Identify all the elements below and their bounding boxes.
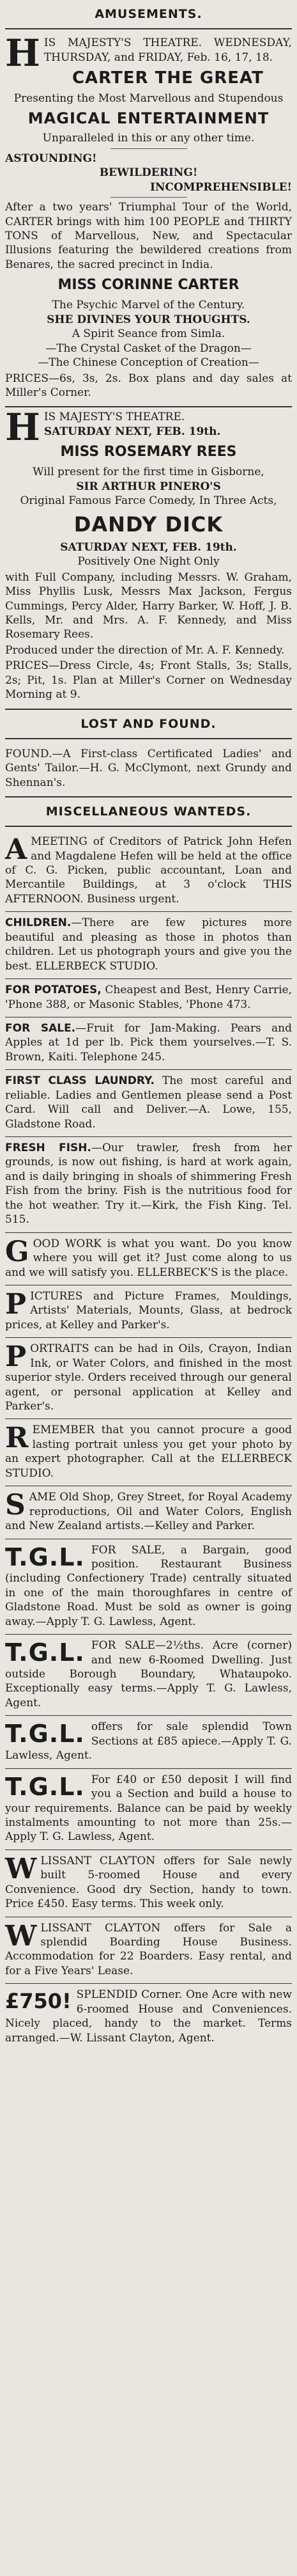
classified-ad (5, 979, 292, 1017)
dropcap-letter: G (5, 1235, 29, 1268)
classified-ad (5, 1486, 292, 1539)
original-line: Original Famous Farce Comedy, In Three Acts, (20, 494, 277, 508)
classified-ad (5, 912, 292, 979)
tgl-mark: T.G.L. (5, 1638, 85, 1667)
seance-line: A Spirit Seance from Simla. (72, 327, 225, 341)
ad-lead: CHILDREN. (5, 916, 72, 930)
ad-text: ICTURES and Picture Frames, Mouldings, Artists' Materials, Mounts, Glass, at bedrock prices, at Kelley and Parker's. (5, 1289, 292, 1331)
ad-text: OOD WORK is what you want. Do you know where you will get it? Just come along to us and we will satisfy you. ELLERBECK'S is the place. (5, 1237, 292, 1279)
price-mark: £750! (5, 1989, 72, 2014)
prices-line: PRICES—Dress Circle, 4s; Front Stalls, 3s; Stalls, 2s; Pit, 1s. Plan at Miller's Corner on Wednesday Morning at 9. (5, 659, 292, 702)
clayton-ad (5, 1850, 292, 1917)
classified-ad (5, 1070, 292, 1137)
dropcap-letter: H (5, 31, 40, 75)
tgl-ad (5, 1769, 292, 1850)
dropcap-letter: A (5, 833, 27, 867)
ad-text: LISSANT CLAYTON offers for Sale newly built 5-roomed House and every Convenience. Good dry Section, handy to town. Price £450. Easy terms. This week only. (5, 1854, 292, 1911)
ad-text: The most careful and reliable. Ladies and Gentlemen please send a Post Card. Will call and Deliver.—A. Lowe, 155, Gladstone Road. (5, 1074, 292, 1131)
dropcap-letter: S (5, 1489, 26, 1522)
ad-text: —There are few pictures more beautiful and pleasing as those in photos than children. Let us photograph yours and give you the best. ELLERBECK STUDIO. (5, 916, 292, 973)
ad-text: AME Old Shop, Grey Street, for Royal Academy reproductions, Oil and Water Colors, English and New Zealand artists.—Kelley and Parker. (5, 1491, 292, 1533)
classified-ad (5, 831, 292, 912)
tgl-ad (5, 1716, 292, 1768)
saturday-line-2: SATURDAY NEXT, FEB. 19th. (60, 540, 237, 554)
ad-text: FOR SALE, a Bargain, good position. Restaurant Business (including Confectionery Trade) centrally situated in one of the main thoroughfares in centre of Gladstone Road. Must be sold as owner is going away.—Apply T. G. Lawless, Agent. (5, 1543, 292, 1628)
tour-description: After a two years' Triumphal Tour of the World, CARTER brings with him 100 PEOPLE and THIRTY TONS of Marvellous, New, and Spectacular Illusions featuring the bewildered creations from Benares, the sacred precinct in India. (5, 201, 292, 271)
performer-name: MISS ROSEMARY REES (60, 444, 237, 460)
classified-ad (5, 1017, 292, 1070)
theatre-line (5, 405, 292, 450)
ad-text: ORTRAITS can be had in Oils, Crayon, Indian Ink, or Water Colors, and finished in the most superior style. Orders received through our general agent, or personal application at Kelley and Parker's. (5, 1342, 292, 1413)
ad-text: EMEMBER that you cannot procure a good lasting portrait unless you get your photo by an expert photographer. Call at the ELLERBECK STUDIO. (5, 1424, 292, 1480)
divines-line: SHE DIVINES YOUR THOUGHTS. (47, 313, 250, 326)
theatre-name: IS MAJESTY'S THEATRE. (43, 36, 202, 50)
ad-text: LISSANT CLAYTON offers for Sale a splendid Boarding House Business. Accommodation for 22 Boarders. Easy rental, and for a Five Years' Lease. (5, 1921, 292, 1977)
tgl-mark: T.G.L. (5, 1543, 85, 1571)
play-title: DANDY DICK (73, 512, 224, 537)
incomprehensible-line: INCOMPREHENSIBLE! (149, 180, 292, 194)
lost-found-ad (5, 743, 292, 797)
ad-lead: FIRST CLASS LAUNDRY. (5, 1074, 155, 1088)
tgl-mark: T.G.L. (5, 1720, 85, 1748)
present-line: Will present for the first time in Gisborne, (33, 466, 264, 479)
ad-text: For £40 or £50 deposit I will find you a Section and build a house to your requirements. Balance can be paid by weekly instalments amounting to not more than 25s.—Apply T. G. Lawless, Agent. (5, 1773, 292, 1844)
dropcap-letter: H (5, 405, 40, 450)
tgl-mark: T.G.L. (5, 1772, 85, 1801)
ad-lead: FOR SALE. (5, 1021, 76, 1035)
dropcap-letter: R (5, 1422, 29, 1455)
astounding-line: ASTOUNDING! (5, 152, 97, 165)
classified-ad (5, 1233, 292, 1285)
lost-found-heading: LOST AND FOUND. (5, 710, 292, 739)
clayton-ad (5, 1917, 292, 1984)
cast-list: with Full Company, including Messrs. W. Graham, Miss Phyllis Lusk, Messrs Max Jackson, Fergus Cummings, Percy Alder, Harry Barker, W. Hoff, J. B. Kells, Mr. and Mrs. A. F. Kennedy, and Miss Rosemary Rees. (5, 570, 292, 641)
divider (110, 148, 187, 149)
show-title: MAGICAL ENTERTAINMENT (27, 109, 270, 127)
dropcap-letter: P (5, 1287, 27, 1321)
ad-text: SPLENDID Corner. One Acre with new 6-roomed House and Conveniences. Nicely placed, handy to the market. Terms arranged.—W. Lissant Clayton, Agent. (5, 1988, 292, 2045)
tgl-ad (5, 1635, 292, 1716)
prices-line: PRICES—6s, 3s, 2s. Box plans and day sales at Miller's Corner. (5, 372, 292, 399)
dropcap-letter: P (5, 1340, 27, 1374)
ad-lead: FOR POTATOES, (5, 984, 102, 997)
ad-text: Cheapest and Best, Henry Carrie, 'Phone 388, or Masonic Stables, 'Phone 473. (5, 984, 292, 1011)
dropcap-letter: W (5, 1852, 37, 1885)
show-dates: WEDNESDAY, THURSDAY, and FRIDAY, Feb. 16, 17, 18. (43, 36, 293, 64)
misc-heading: MISCELLANEOUS WANTEDS. (5, 797, 292, 827)
classified-ad (5, 1419, 292, 1486)
ad-text: —Our trawler, fresh from her grounds, is now out fishing, is hard at work again, and is daily bringing in shoals of shimmering Fresh Fish from the briny. Fish is the nutritious food for the hot weather. Try it.—Kirk, the Fish King. Tel. 515. (5, 1142, 292, 1227)
ad-lead: FRESH FISH. (5, 1142, 91, 1155)
theatre-name: IS MAJESTY'S THEATRE. (43, 411, 185, 424)
casket-line: —The Crystal Casket of the Dragon— (45, 342, 252, 355)
presenting-line: Presenting the Most Marvellous and Stupendous (13, 92, 284, 106)
found-notice: FOUND.—A First-class Certificated Ladies' and Gents' Tailor.—H. G. McClymont, next Grundy and Shennan's. (5, 747, 292, 789)
producer-line: Produced under the direction of Mr. A. F. Kennedy. (5, 643, 285, 657)
classified-ad (5, 1338, 292, 1419)
author-line: SIR ARTHUR PINERO'S (76, 480, 221, 493)
dropcap-letter: W (5, 1919, 37, 1952)
ad-text: MEETING of Creditors of Patrick John Hefen and Magdalene Hefen will be held at the office of C. G. Picken, public accountant, Loan and Mercantile Buildings, at 3 o'clock THIS AFTERNOON. Business urgent. (5, 835, 292, 906)
carter-ad (5, 33, 292, 407)
psychic-line: The Psychic Marvel of the Century. (52, 299, 245, 312)
amusements-heading: AMUSEMENTS. (5, 0, 292, 29)
saturday-line: SATURDAY NEXT, FEB. 19th. (43, 425, 221, 438)
ad-text: offers for sale splendid Town Sections at £85 apiece.—Apply T. G. Lawless, Agent. (5, 1720, 292, 1763)
theatre-line (5, 31, 293, 75)
ad-text: —Fruit for Jam-Making. Pears and Apples at 1d per lb. Pick them yourselves.—T. S. Brown, Kaiti. Telephone 245. (5, 1021, 292, 1064)
classified-ad (5, 1285, 292, 1338)
dandy-dick-ad (5, 407, 292, 709)
bewildering-line: BEWILDERING! (99, 166, 198, 180)
ad-text: FOR SALE—2½ths. Acre (corner) and new 6-Roomed Dwelling. Just outside Borough Boundary, Whataupoko. Exceptionally easy terms.—Apply T. G. Lawless, Agent. (5, 1639, 292, 1709)
conception-line: —The Chinese Conception of Creation— (38, 356, 259, 370)
classified-ad (5, 1137, 292, 1233)
divider (110, 197, 187, 198)
unparalleled-line: Unparalleled in this or any other time. (42, 132, 255, 145)
performer-name: MISS CORINNE CARTER (57, 277, 240, 294)
headliner-title: CARTER THE GREAT (72, 68, 264, 88)
one-night-line: Positively One Night Only (77, 555, 220, 569)
tgl-ad (5, 1539, 292, 1635)
price-ad (5, 1984, 292, 2050)
